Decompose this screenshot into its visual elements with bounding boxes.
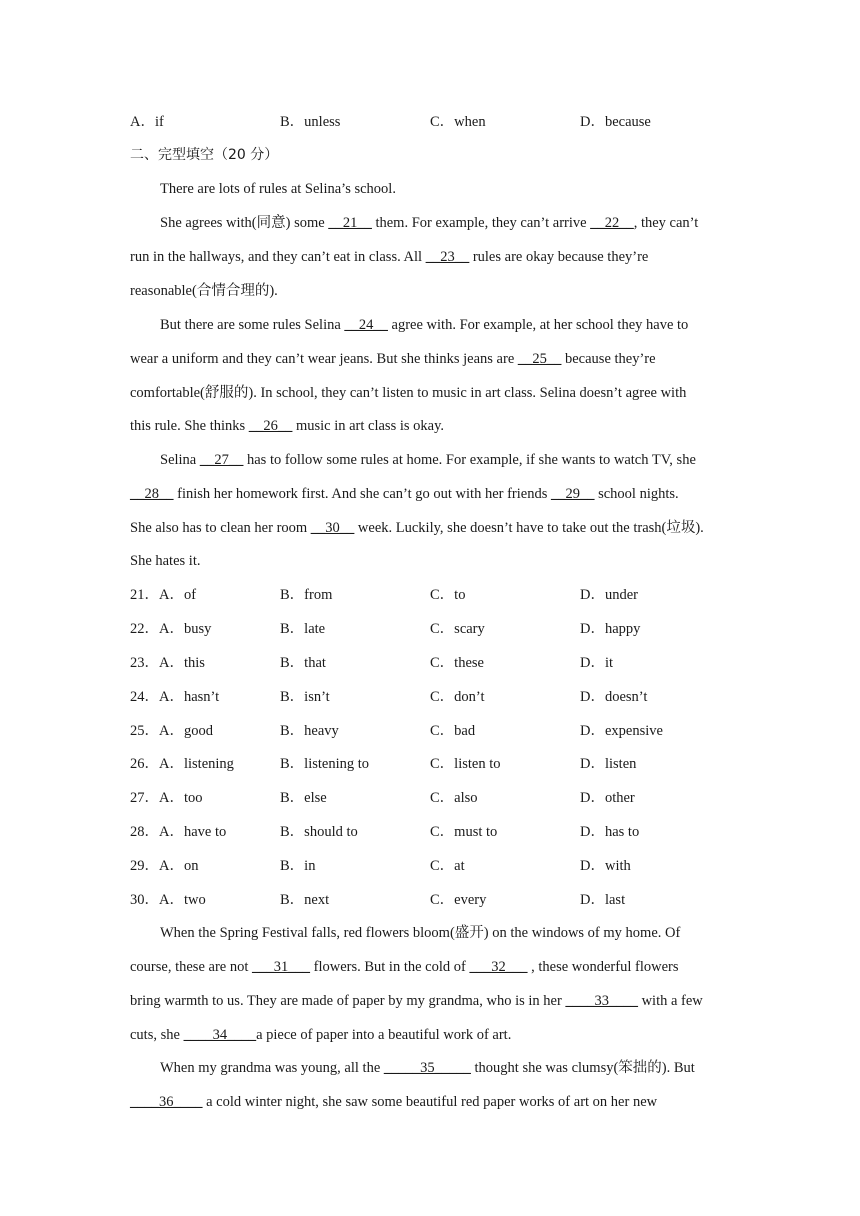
passage1-line: She hates it. — [130, 553, 201, 569]
blank-26: __26__ — [248, 418, 293, 434]
text: a piece of paper into a beautiful work of art. — [256, 1027, 512, 1043]
text: When my grandma was young, all the — [160, 1060, 384, 1076]
text: week. Luckily, she doesn’t have to take out the trash(垃圾). — [354, 520, 704, 536]
text: course, these are not — [130, 959, 252, 975]
option-c: C．to — [430, 587, 466, 603]
passage1-line — [130, 484, 679, 504]
text: agree with. For example, at her school they have to — [387, 317, 689, 333]
passage2-line — [130, 1025, 511, 1045]
option-b: B．else — [280, 790, 327, 806]
passage1-line: reasonable(合情合理的). — [130, 283, 278, 299]
option-b: B．late — [280, 621, 326, 637]
text: But there are some rules Selina — [160, 317, 345, 333]
text: She agrees with(同意) some — [160, 215, 329, 231]
text: rules are okay because they’re — [469, 249, 649, 265]
passage1-line — [130, 518, 704, 538]
question-number: 24．A．hasn’t — [130, 689, 220, 705]
option-b: B．listening to — [280, 756, 370, 772]
blank-21: __21__ — [328, 215, 372, 231]
option-d: D．with — [580, 858, 631, 874]
blank-31: ___31___ — [252, 959, 310, 975]
option-b: B．isn’t — [280, 689, 330, 705]
passage2-line — [130, 991, 703, 1011]
option-d: D．other — [580, 790, 635, 806]
passage1-line — [130, 349, 656, 369]
question-number: 28．A．have to — [130, 824, 227, 840]
passage2-line: When the Spring Festival falls, red flowers bloom(盛开) on the windows of my home. Of — [160, 925, 681, 941]
question-number: 21．A．of — [130, 587, 197, 603]
blank-28: __28__ — [130, 486, 174, 502]
passage1-line — [160, 315, 688, 335]
passage1-line — [130, 247, 648, 267]
option-d: D．listen — [580, 756, 637, 772]
passage1-line: There are lots of rules at Selina’s school. — [160, 181, 396, 197]
text: flowers. But in the cold of — [310, 959, 470, 975]
text: school nights. — [594, 486, 679, 502]
passage1-line — [130, 416, 444, 436]
text: with a few — [637, 993, 703, 1009]
text: , these wonderful flowers — [527, 959, 679, 975]
question-number: 29．A．on — [130, 858, 199, 874]
blank-36: ____36____ — [130, 1094, 203, 1110]
option-d: D．last — [580, 892, 626, 908]
blank-22: __22__ — [590, 215, 634, 231]
option-b: B．unless — [280, 114, 341, 130]
option-c: C．must to — [430, 824, 498, 840]
text: run in the hallways, and they can’t eat in class. All — [130, 249, 426, 265]
question-number: 25．A．good — [130, 723, 213, 739]
text: them. For example, they can’t arrive — [371, 215, 591, 231]
option-c: C．when — [430, 114, 486, 130]
passage1-line — [160, 450, 696, 470]
option-c: C．don’t — [430, 689, 485, 705]
option-b: B．heavy — [280, 723, 339, 739]
option-b: B．in — [280, 858, 316, 874]
passage1-line: comfortable(舒服的). In school, they can’t listen to music in art class. Selina doesn’t agree with — [130, 385, 687, 401]
question-number: 26．A．listening — [130, 756, 234, 772]
option-d: D．happy — [580, 621, 641, 637]
blank-35: _____35_____ — [383, 1060, 471, 1076]
passage2-line — [130, 957, 678, 977]
text: wear a uniform and they can’t wear jeans. But she thinks jeans are — [130, 351, 518, 367]
blank-30: __30__ — [310, 520, 355, 536]
text: bring warmth to us. They are made of paper by my grandma, who is in her — [130, 993, 566, 1009]
option-c: C．at — [430, 858, 465, 874]
text: , they can’t — [633, 215, 699, 231]
option-d: D．because — [580, 114, 651, 130]
question-number: 30．A．two — [130, 892, 206, 908]
option-d: D．it — [580, 655, 614, 671]
section-heading: 二、完型填空（20 分） — [130, 147, 279, 163]
passage1-line — [160, 213, 698, 233]
option-c: C．bad — [430, 723, 476, 739]
passage2-line — [160, 1058, 695, 1078]
text: music in art class is okay. — [292, 418, 445, 434]
option-d: D．doesn’t — [580, 689, 648, 705]
text: a cold winter night, she saw some beautiful red paper works of art on her new — [202, 1094, 658, 1110]
question-number: 22．A．busy — [130, 621, 212, 637]
option-c: C．every — [430, 892, 487, 908]
blank-24: __24__ — [344, 317, 388, 333]
blank-23: __23__ — [425, 249, 470, 265]
text: Selina — [160, 452, 200, 468]
option-b: B．should to — [280, 824, 358, 840]
option-a: A．if — [130, 114, 164, 130]
text: finish her homework first. And she can’t go out with her friends — [173, 486, 551, 502]
text: this rule. She thinks — [130, 418, 249, 434]
text: thought she was clumsy(笨拙的). But — [470, 1060, 695, 1076]
passage2-line — [130, 1092, 657, 1112]
option-b: B．that — [280, 655, 326, 671]
blank-29: __29__ — [550, 486, 595, 502]
text: has to follow some rules at home. For example, if she wants to watch TV, she — [243, 452, 696, 468]
option-c: C．listen to — [430, 756, 501, 772]
option-d: D．under — [580, 587, 638, 603]
option-b: B．from — [280, 587, 333, 603]
blank-33: ____33____ — [565, 993, 638, 1009]
blank-27: __27__ — [199, 452, 244, 468]
question-number: 27．A．too — [130, 790, 203, 806]
option-c: C．scary — [430, 621, 485, 637]
option-b: B．next — [280, 892, 330, 908]
question-number: 23．A．this — [130, 655, 205, 671]
option-c: C．these — [430, 655, 484, 671]
blank-32: ___32___ — [469, 959, 528, 975]
text: because they’re — [561, 351, 656, 367]
option-c: C．also — [430, 790, 478, 806]
text: She also has to clean her room — [130, 520, 311, 536]
blank-34: ____34____ — [183, 1027, 257, 1043]
blank-25: __25__ — [517, 351, 562, 367]
text: cuts, she — [130, 1027, 184, 1043]
option-d: D．expensive — [580, 723, 663, 739]
option-d: D．has to — [580, 824, 640, 840]
